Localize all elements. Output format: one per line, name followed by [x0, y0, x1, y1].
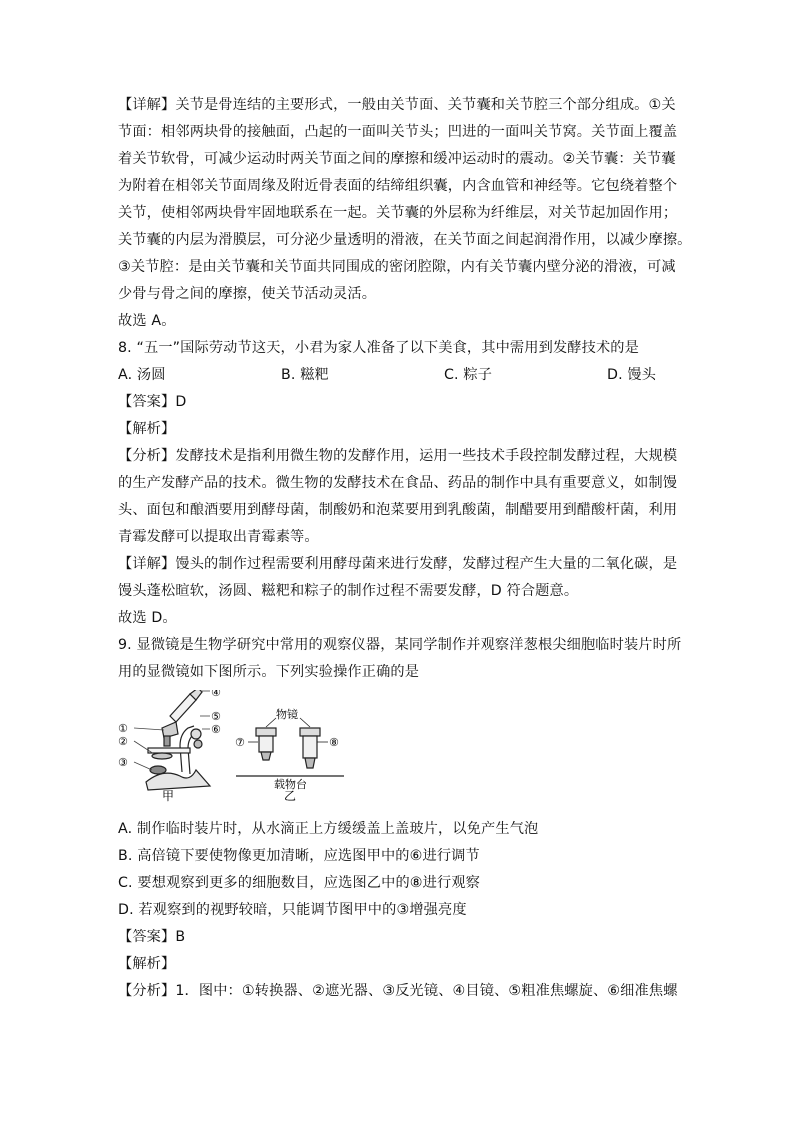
label-6: ⑥ — [211, 723, 221, 736]
label-7: ⑦ — [235, 736, 245, 749]
q7-choice: 故选 A。 — [118, 313, 176, 329]
text-line: 为附着在相邻关节面周缘及附近骨表面的结缔组织囊，内含血管和神经等。它包绕着整个 — [118, 178, 678, 194]
q9-stem-line: 9. 显微镜是生物学研究中常用的观察仪器，某同学制作并观察洋葱根尖细胞临时装片时所 — [118, 637, 682, 653]
text-line: 【分析】发酵技术是指利用微生物的发酵作用，运用一些技术手段控制发酵过程，大规模 — [118, 448, 678, 464]
question-9 — [118, 632, 682, 1005]
microscope-jia — [146, 690, 210, 790]
label-zaiwutai: 载物台 — [274, 778, 307, 791]
text-line: 的生产发酵产品的技术。微生物的发酵技术在食品、药品的制作中具有重要意义，如制馒 — [118, 475, 678, 491]
microscope-diagram — [118, 690, 478, 802]
q8-stem: 8. “五一”国际劳动节这天，小君为家人准备了以下美食，其中需用到发酵技术的是 — [118, 340, 639, 356]
q9-option-c: C. 要想观察到更多的细胞数目，应选图乙中的⑧进行观察 — [118, 875, 481, 891]
text-line: 关节囊的内层为滑膜层，可分泌少量透明的滑液，在关节面之间起润滑作用，以减少摩擦。 — [118, 232, 692, 248]
microscope-figure — [118, 690, 478, 802]
q8-options — [118, 362, 678, 389]
text-line: ③关节腔：是由关节囊和关节面共同围成的密闭腔隙，内有关节囊内壁分泌的滑液，可减 — [118, 259, 676, 275]
text-line: 头、面包和酿酒要用到酵母菌，制酸奶和泡菜要用到乳酸菌，制醋要用到醋酸杆菌，利用 — [118, 502, 678, 518]
q8-answer: 【答案】D — [118, 394, 187, 410]
q8-choice: 故选 D。 — [118, 610, 177, 626]
document-page — [118, 92, 692, 1005]
label-yi: 乙 — [284, 789, 297, 802]
text-line: 着关节软骨，可减少运动时两关节面之间的摩擦和缓冲运动时的震动。②关节囊：关节囊 — [118, 151, 676, 167]
text-line: 青霉发酵可以提取出青霉素等。 — [118, 529, 319, 545]
q8-analysis-title: 【解析】 — [118, 421, 176, 437]
text-line: 关节，使相邻两块骨牢固地联系在一起。关节囊的外层称为纤维层，对关节起加固作用； — [118, 205, 678, 221]
text-line: 馒头蓬松暄软，汤圆、糍粑和粽子的制作过程不需要发酵，D 符合题意。 — [118, 583, 579, 599]
q7-detail-block — [118, 92, 692, 335]
text-line: 节面：相邻两块骨的接触面，凸起的一面叫关节头；凹进的一面叫关节窝。关节面上覆盖 — [118, 124, 678, 140]
q9-answer: 【答案】B — [118, 929, 186, 945]
label-jia: 甲 — [162, 789, 175, 802]
q8-option-a: A. 汤圆 — [118, 367, 166, 383]
objectives-yi — [236, 718, 344, 776]
q9-stem-line: 用的显微镜如下图所示。下列实验操作正确的是 — [118, 664, 420, 680]
label-4: ④ — [211, 690, 221, 699]
text-line: 少骨与骨之间的摩擦，使关节活动灵活。 — [118, 286, 377, 302]
question-8 — [118, 335, 678, 632]
q9-option-d: D. 若观察到的视野较暗，只能调节图甲中的③增强亮度 — [118, 902, 467, 918]
label-8: ⑧ — [329, 736, 339, 749]
q9-option-a: A. 制作临时装片时，从水滴正上方缓缓盖上盖玻片，以免产生气泡 — [118, 821, 539, 837]
q9-analysis-title: 【解析】 — [118, 956, 176, 972]
label-5: ⑤ — [211, 710, 221, 723]
label-1: ① — [118, 722, 128, 735]
label-wujing: 物镜 — [276, 708, 298, 721]
q8-option-d: D. 馒头 — [607, 367, 657, 383]
label-2: ② — [118, 735, 128, 748]
q9-option-b: B. 高倍镜下要使物像更加清晰，应选图甲中的⑥进行调节 — [118, 848, 480, 864]
q8-option-c: C. 粽子 — [444, 367, 493, 383]
q9-analysis-line: 【分析】1．图中：①转换器、②遮光器、③反光镜、④目镜、⑤粗准焦螺旋、⑥细准焦螺 — [118, 983, 678, 999]
q8-option-b: B. 糍粑 — [281, 367, 329, 383]
text-line: 【详解】关节是骨连结的主要形式，一般由关节面、关节囊和关节腔三个部分组成。①关 — [118, 97, 676, 113]
label-3: ③ — [118, 756, 128, 769]
text-line: 【详解】馒头的制作过程需要利用酵母菌来进行发酵，发酵过程产生大量的二氧化碳，是 — [118, 556, 678, 572]
